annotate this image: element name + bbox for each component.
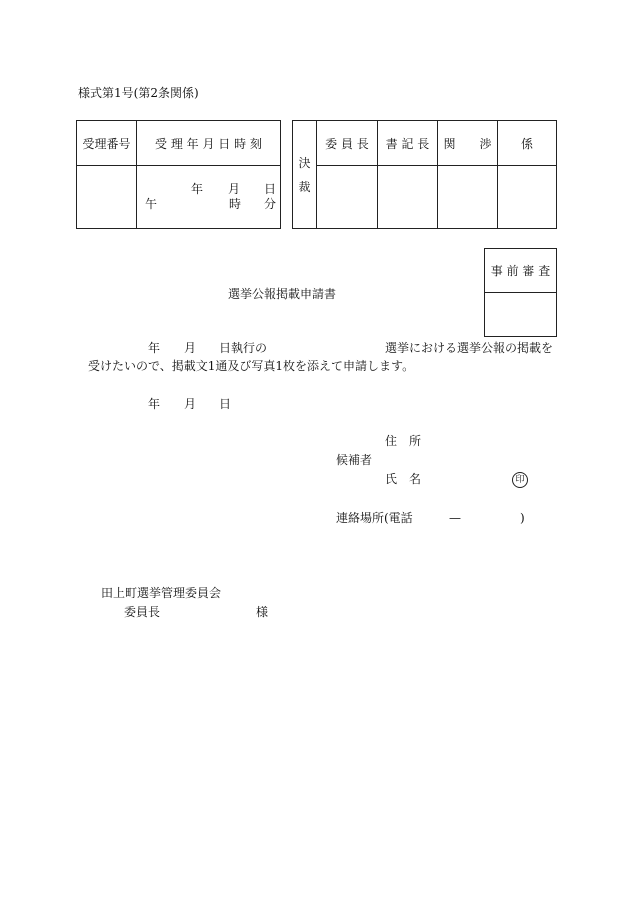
prior-review-label: 事 前 審 査 bbox=[485, 249, 557, 293]
contact-close: ) bbox=[520, 511, 525, 525]
approval-cell-staff[interactable] bbox=[498, 166, 557, 229]
reception-minute: 分 bbox=[264, 197, 277, 211]
body-day-executed: 日執行の bbox=[219, 341, 268, 355]
reception-datetime-label: 受 理 年 月 日 時 刻 bbox=[137, 121, 281, 166]
approval-label bbox=[293, 121, 317, 229]
approval-col-secretary: 書 記 長 bbox=[378, 121, 438, 166]
body-year: 年 bbox=[148, 341, 161, 355]
reception-month: 月 bbox=[228, 182, 241, 196]
reception-hour: 時 bbox=[229, 197, 242, 211]
contact-dash: — bbox=[449, 511, 461, 525]
approval-cell-chair[interactable] bbox=[317, 166, 378, 229]
date-month: 月 bbox=[184, 397, 197, 411]
body-election-text: 選挙における選挙公報の掲載を bbox=[385, 341, 554, 355]
approval-cell-involved[interactable] bbox=[438, 166, 498, 229]
reception-datetime-cell[interactable] bbox=[137, 166, 281, 229]
body-month: 月 bbox=[184, 341, 197, 355]
reception-table bbox=[76, 120, 281, 229]
approval-col-involved: 関 渉 bbox=[438, 121, 498, 166]
reception-day: 日 bbox=[264, 182, 277, 196]
contact-label: 連絡場所(電話 bbox=[336, 511, 413, 525]
form-number: 様式第1号(第2条関係) bbox=[78, 86, 199, 100]
reception-number-label: 受理番号 bbox=[77, 121, 137, 166]
prior-review-cell[interactable] bbox=[485, 293, 557, 337]
candidate-label: 候補者 bbox=[336, 453, 373, 467]
approval-label-2: 裁 bbox=[298, 179, 311, 194]
approval-col-chair: 委 員 長 bbox=[317, 121, 378, 166]
date-day: 日 bbox=[219, 397, 232, 411]
body-line-2: 受けたいので、掲載文1通及び写真1枚を添えて申請します。 bbox=[88, 359, 415, 373]
recipient-chair: 委員長 bbox=[124, 605, 161, 619]
recipient-committee: 田上町選挙管理委員会 bbox=[101, 586, 222, 600]
approval-table bbox=[292, 120, 557, 229]
seal-mark: 印 bbox=[512, 472, 528, 488]
name-label: 氏 名 bbox=[385, 472, 422, 486]
approval-label-1: 決 bbox=[298, 155, 311, 170]
document-title: 選挙公報掲載申請書 bbox=[228, 287, 337, 301]
reception-number-cell[interactable] bbox=[77, 166, 137, 229]
reception-year: 年 bbox=[191, 182, 204, 196]
prior-review-box bbox=[484, 248, 557, 337]
approval-cell-secretary[interactable] bbox=[378, 166, 438, 229]
approval-col-staff: 係 bbox=[498, 121, 557, 166]
recipient-honorific: 様 bbox=[256, 605, 269, 619]
reception-ampm: 午 bbox=[145, 197, 158, 211]
address-label: 住 所 bbox=[385, 434, 422, 448]
date-year: 年 bbox=[148, 397, 161, 411]
